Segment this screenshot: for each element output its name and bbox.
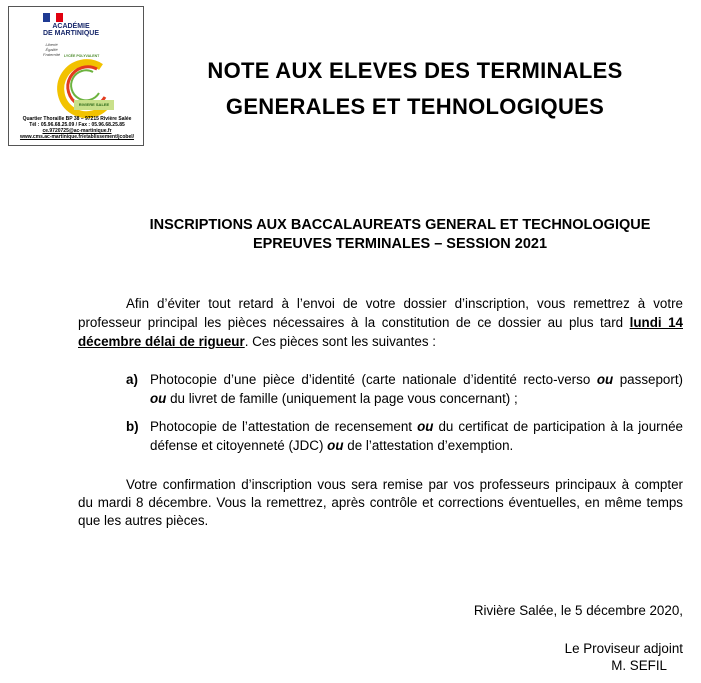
text-line: Photocopie de l’attestation de recensement ou du certificat de participation à la journée — [150, 419, 683, 434]
signatory-role: Le Proviseur adjoint — [564, 641, 683, 656]
deadline-text: décembre délai de rigueur — [78, 334, 245, 349]
subtitle-line1: INSCRIPTIONS AUX BACCALAUREATS GENERAL ET TECHNOLOGIQUE — [149, 217, 651, 233]
text: professeur principal les pièces nécessaires à la constitution de ce dossier au plus tard — [78, 315, 624, 330]
phone: Tél : 05.96.68.25.09 / Fax : 05.96.68.25.85 — [29, 122, 125, 128]
website-link[interactable]: www.cms.ac-martinique.fr/etablissement/jcobel/ — [19, 134, 135, 140]
item-label: a) — [126, 372, 138, 387]
text-line: Afin d’éviter tout retard à l’envoi de votre dossier d’inscription, vous remettrez à votre — [126, 296, 683, 311]
text-line — [78, 314, 683, 332]
item-label: b) — [126, 419, 139, 434]
text-line: du mardi 8 décembre. Vous la remettrez, après contrôle et corrections éventuelles, en même temps — [78, 495, 683, 510]
text-line: Photocopie d’une pièce d’identité (carte nationale d’identité recto-verso ou passeport) — [150, 372, 683, 387]
text-line: Votre confirmation d’inscription vous sera remise par vos professeurs principaux à compter — [126, 477, 683, 492]
text-line: défense et citoyenneté (JDC) ou de l’attestation d’exemption. — [150, 438, 514, 453]
motto: Liberté Égalité Fraternité — [43, 42, 61, 57]
email-link[interactable]: ce.9720725@ac-martinique.fr — [42, 128, 112, 134]
page-title-line2: GENERALES ET TEHNOLOGIQUES — [225, 94, 605, 119]
text: . Ces pièces sont les suivantes : — [244, 334, 436, 349]
signatory-name: M. SEFIL — [611, 658, 667, 673]
place-date: Rivière Salée, le 5 décembre 2020, — [473, 603, 683, 618]
text-line — [78, 333, 436, 351]
school-arc-text: LYCÉE POLYVALENT — [64, 54, 100, 58]
subtitle-line2: EPREUVES TERMINALES – SESSION 2021 — [252, 236, 548, 252]
text-line: que les autres pièces. — [78, 513, 209, 528]
school-name: RIVIERE SALEE — [78, 102, 110, 107]
address: Quartier Thoraille BP 38 – 97215 Rivière Salée — [22, 116, 132, 122]
deadline-text: lundi 14 — [629, 315, 683, 330]
academy-name: ACADÉMIE DE MARTINIQUE — [43, 23, 99, 37]
text-line: ou du livret de famille (uniquement la page vous concernant) ; — [150, 391, 518, 406]
page-title-line1: NOTE AUX ELEVES DES TERMINALES — [207, 58, 623, 83]
